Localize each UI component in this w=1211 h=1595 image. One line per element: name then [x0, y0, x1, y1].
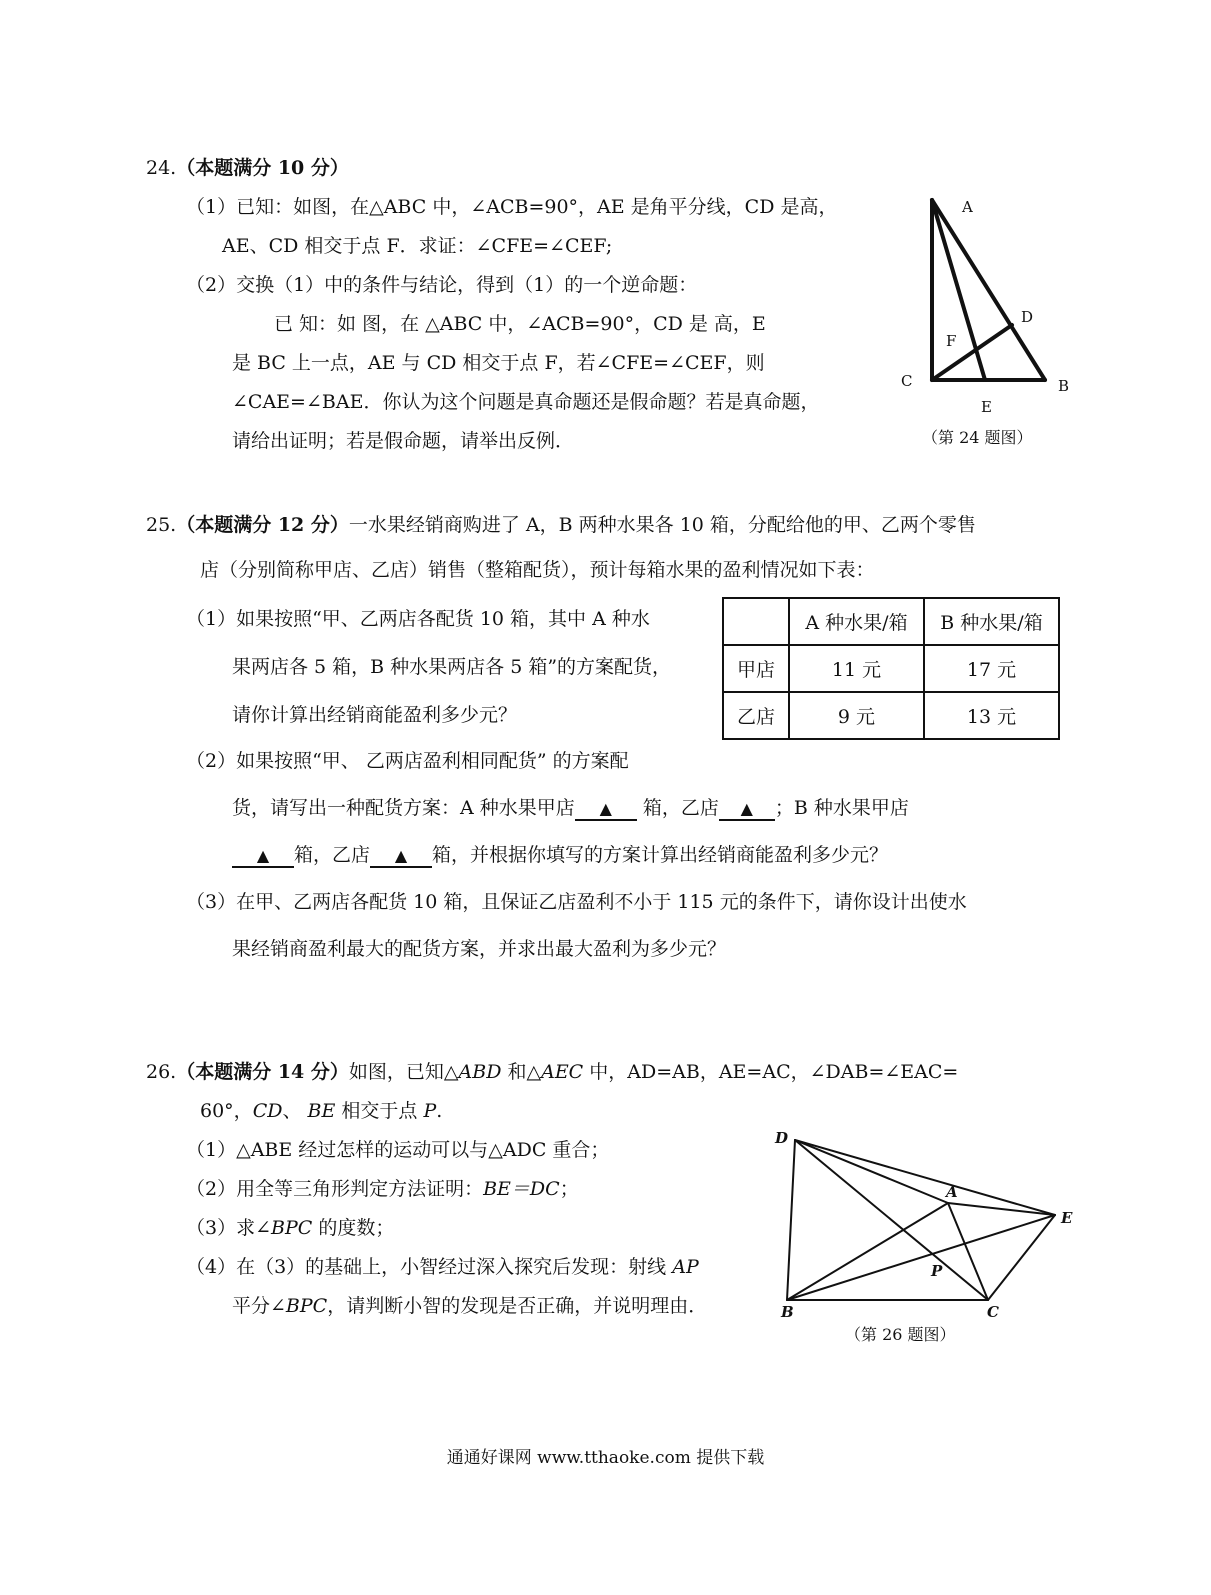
q24-label-d: D — [1021, 308, 1034, 326]
q26-segment-be — [787, 1215, 1055, 1300]
table-cell: 13 元 — [924, 692, 1059, 739]
q26-segment-de — [795, 1140, 1055, 1215]
table-cell: 17 元 — [924, 645, 1059, 692]
table-row — [723, 645, 1059, 692]
q25-part3-line1: （3）在甲、乙两店各配货 10 箱，且保证乙店盈利不小于 115 元的条件下，请你设计出使水 — [186, 891, 967, 913]
q25-intro-line2: 店（分别简称甲店、乙店）销售（整箱配货），预计每箱水果的盈利情况如下表： — [200, 559, 875, 581]
q26-part4-line1: （4）在（3）的基础上，小智经过深入探究后发现：射线 AP — [186, 1256, 699, 1278]
table-row-header: 乙店 — [723, 692, 789, 739]
q24-part2-line2: 已 知：如 图，在 △ABC 中，∠ACB=90°，CD 是 高，E — [274, 313, 766, 335]
q26-label-p: P — [931, 1262, 943, 1280]
q26-segment-ae — [948, 1203, 1055, 1215]
q24-label-f: F — [946, 332, 957, 350]
q26-segment-dc — [795, 1140, 988, 1300]
q26-title: 26.（本题满分 14 分）如图，已知△ABD 和△AEC 中，AD=AB，AE=AC，∠DAB=∠EAC= — [146, 1061, 959, 1083]
q25-part1-line3: 请你计算出经销商能盈利多少元？ — [232, 704, 518, 726]
q25-profit-table — [722, 597, 1060, 740]
q25-part2-line1: （2）如果按照“甲、 乙两店盈利相同配货” 的方案配 — [186, 750, 629, 772]
q24-bisector-ae — [932, 200, 985, 380]
table-row — [723, 692, 1059, 739]
q25-part2-line2: 货，请写出一种配货方案：A 种水果甲店 ▲ 箱，乙店 ▲ ；B 种水果甲店 — [232, 797, 909, 819]
table-header-cell — [723, 598, 789, 645]
answer-blank[interactable]: ▲ — [232, 846, 294, 868]
q26-part2: （2）用全等三角形判定方法证明：BE＝DC； — [186, 1178, 579, 1200]
q24-figure-caption: （第 24 题图） — [922, 428, 1033, 447]
q26-label-c: C — [987, 1303, 999, 1321]
q26-segment-ab — [787, 1203, 948, 1300]
q26-segment-ac — [948, 1203, 988, 1300]
q24-label-a: A — [962, 198, 973, 216]
q26-part1: （1）△ABE 经过怎样的运动可以与△ADC 重合； — [186, 1139, 610, 1161]
q24-part2-line1: （2）交换（1）中的条件与结论，得到（1）的一个逆命题： — [186, 274, 698, 296]
q26-figure-caption: （第 26 题图） — [845, 1325, 956, 1344]
q26-part4-line2: 平分∠BPC，请判断小智的发现是否正确，并说明理由． — [232, 1295, 708, 1317]
table-header-cell: B 种水果/箱 — [924, 598, 1059, 645]
q25-part3-line2: 果经销商盈利最大的配货方案，并求出最大盈利为多少元？ — [232, 938, 727, 960]
table-cell: 11 元 — [789, 645, 924, 692]
table-cell: 9 元 — [789, 692, 924, 739]
q25-title: 25.（本题满分 12 分）一水果经销商购进了 A，B 两种水果各 10 箱，分配给他的甲、乙两个零售 — [146, 514, 976, 536]
answer-blank[interactable]: ▲ — [719, 799, 775, 821]
q24-part1-line2: AE、CD 相交于点 F．求证：∠CFE=∠CEF; — [222, 235, 613, 257]
q24-part2-line4: ∠CAE=∠BAE．你认为这个问题是真命题还是假命题？若是真命题， — [232, 391, 820, 413]
q26-part3: （3）求∠BPC 的度数； — [186, 1217, 395, 1239]
q24-altitude-cd — [932, 325, 1012, 380]
q26-label-e: E — [1061, 1209, 1073, 1227]
answer-blank[interactable]: ▲ — [370, 846, 432, 868]
q25-part2-line3: ▲ 箱，乙店 ▲ 箱，并根据你填写的方案计算出经销商能盈利多少元？ — [232, 842, 888, 868]
q26-label-a: A — [946, 1183, 958, 1201]
q24-part2-line5: 请给出证明；若是假命题，请举出反例． — [232, 430, 575, 452]
q24-title: 24.（本题满分 10 分） — [146, 157, 349, 179]
table-row — [723, 598, 1059, 645]
q25-part1-line1: （1）如果按照“甲、乙两店各配货 10 箱，其中 A 种水 — [186, 608, 650, 630]
table-header-cell: A 种水果/箱 — [789, 598, 924, 645]
q26-label-d: D — [775, 1129, 789, 1147]
q26-segment-db — [787, 1140, 795, 1300]
q24-label-c: C — [901, 372, 913, 390]
q25-part1-line2: 果两店各 5 箱，B 种水果两店各 5 箱”的方案配货， — [232, 656, 672, 678]
q26-segment-da — [795, 1140, 948, 1203]
q24-label-b: B — [1058, 377, 1070, 395]
answer-blank[interactable]: ▲ — [575, 799, 637, 821]
q24-label-e: E — [981, 398, 992, 416]
table-row-header: 甲店 — [723, 645, 789, 692]
q24-part2-line3: 是 BC 上一点，AE 与 CD 相交于点 F，若∠CFE=∠CEF，则 — [232, 352, 765, 374]
q26-segment-ce — [988, 1215, 1055, 1300]
q26-intro-line2: 60°，CD、 BE 相交于点 P. — [200, 1100, 443, 1122]
q26-label-b: B — [781, 1303, 794, 1321]
q24-part1-line1: （1）已知：如图，在△ABC 中，∠ACB=90°，AE 是角平分线，CD 是高， — [186, 196, 838, 218]
page-footer: 通通好课网 www.tthaoke.com 提供下载 — [446, 1448, 765, 1468]
q24-side-ab — [932, 200, 1045, 380]
